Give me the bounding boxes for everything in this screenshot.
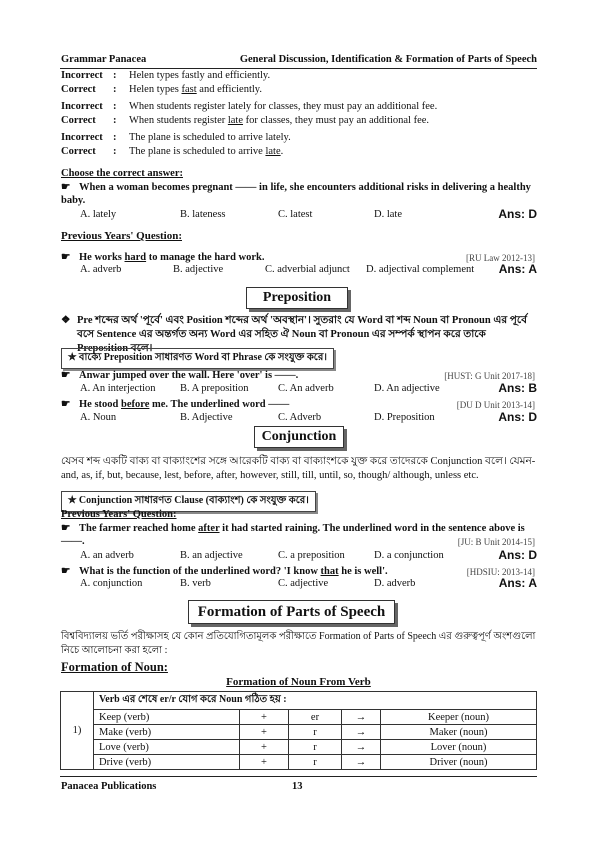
preposition-definition: ❖ Pre শব্দের অর্থ 'পূর্বে' এবং Position শব্দের অর্থ 'অবস্থান'। সুতরাং যে Word বা শব্দ Noun বা Pronoun এর পূর্বে বসে Sentence এর অন্তর্গত অন্য Word এর সহিত ঐ Noun বা Pronoun এর সম্পর্ক স্থাপন করে তাকে Preposition বলে।: [61, 315, 527, 354]
choose-heading: Choose the correct answer:: [61, 168, 183, 179]
table-header: Verb এর শেষে er/r যোগ করে Noun গঠিত হয় :: [94, 692, 537, 710]
previous-years-heading-1: Previous Years' Question:: [61, 230, 182, 242]
diamond-bullet-icon: ❖: [61, 315, 71, 326]
question-1-answer: Ans: D: [498, 207, 537, 221]
conjunction-title: Conjunction: [254, 426, 344, 448]
pointing-hand-icon: ☛: [61, 399, 71, 410]
preposition-title: Preposition: [246, 287, 348, 309]
question-6-source: [HDSIU: 2013-14]: [466, 567, 535, 577]
footer-divider: [60, 776, 537, 777]
pointing-hand-icon: ☛: [61, 370, 71, 381]
question-5: ☛ The farmer reached home after it had started raining. The underlined word in the sentence above is ——.: [61, 523, 525, 547]
question-4: ☛ He stood before me. The underlined word ——: [61, 399, 290, 410]
correction-3-incorrect: Incorrect : The plane is scheduled to arrive lately.: [61, 132, 291, 143]
question-1: ☛ When a woman becomes pregnant —— in life, she encounters additional risks in delivering a healthy baby.: [61, 182, 531, 206]
correction-2-incorrect: Incorrect : When students register lately for classes, they must pay an additional fee.: [61, 101, 438, 112]
header-right: General Discussion, Identification & Formation of Parts of Speech: [239, 54, 537, 65]
table-header-row: [61, 692, 537, 710]
noun-from-verb-table: [60, 691, 537, 770]
page-number: 13: [292, 781, 303, 792]
correction-1-incorrect: Incorrect : Helen types fastly and efficiently.: [61, 70, 271, 81]
question-2-answer: Ans: A: [498, 262, 537, 276]
question-6-answer: Ans: A: [498, 576, 537, 590]
question-6: ☛ What is the function of the underlined word? 'I know that he is well'.: [61, 566, 388, 577]
table-row: Drive (verb) + r → Driver (noun): [61, 755, 537, 770]
question-5-answer: Ans: D: [498, 548, 537, 562]
correction-1-correct: Correct : Helen types fast and efficiently.: [61, 84, 262, 95]
formation-title: Formation of Parts of Speech: [188, 600, 395, 624]
pointing-hand-icon: ☛: [61, 523, 71, 534]
previous-years-heading-2: Previous Years' Question:: [61, 509, 177, 520]
table-number: 1): [61, 692, 94, 770]
question-3: ☛ Anwar jumped over the wall. Here 'over' is ——.: [61, 370, 299, 381]
question-5-source: [JU: B Unit 2014-15]: [457, 537, 535, 547]
conjunction-note: ✯ Conjunction সাধারণত Clause (বাক্যাংশ) কে সংযুক্ত করে।: [61, 491, 316, 512]
header-left: Grammar Panacea: [61, 54, 147, 65]
pointing-hand-icon: ☛: [61, 182, 71, 193]
table-row: Love (verb) + r → Lover (noun): [61, 740, 537, 755]
question-3-answer: Ans: B: [498, 381, 537, 395]
noun-table-title: Formation of Noun From Verb: [226, 676, 371, 688]
preposition-note: ✯ বাক্যে Preposition সাধারণত Word বা Phrase কে সংযুক্ত করে।: [61, 348, 334, 369]
footer-publisher: Panacea Publications: [61, 781, 157, 792]
conjunction-definition: যেসব শব্দ একটি বাক্য বা বাক্যাংশের সঙ্গে আরেকটি বাক্য বা বাক্যাংশকে যুক্ত করে তাদেরকে Conjunction বলে। যেমন- and, as, if, but, because, lest, before, after, however, still, till, until, so, though/ although, unless etc.: [61, 456, 536, 481]
question-4-source: [DU D Unit 2013-14]: [456, 400, 535, 410]
table-row: Make (verb) + r → Maker (noun): [61, 725, 537, 740]
question-2: ☛ He works hard to manage the hard work.: [61, 252, 265, 263]
header-divider: [60, 68, 537, 69]
question-2-source: [RU Law 2012-13]: [466, 253, 535, 263]
pointing-hand-icon: ☛: [61, 252, 71, 263]
table-row: Keep (verb) + er → Keeper (noun): [61, 710, 537, 725]
question-4-answer: Ans: D: [498, 410, 537, 424]
noun-formation-heading: Formation of Noun:: [61, 660, 168, 674]
pointing-hand-icon: ☛: [61, 566, 71, 577]
question-3-source: [HUST: G Unit 2017-18]: [444, 371, 535, 381]
formation-intro: বিশ্ববিদ্যালয় ভর্তি পরীক্ষাসহ যে কোন প্রতিযোগিতামূলক পরীক্ষাতে Formation of Parts of Speech এর গুরুত্বপূর্ণ অংশগুলো নিচে আলোচনা করা হলো :: [61, 631, 536, 656]
correction-3-correct: Correct : The plane is scheduled to arrive late.: [61, 146, 284, 157]
correction-2-correct: Correct : When students register late for classes, they must pay an additional fee.: [61, 115, 430, 126]
